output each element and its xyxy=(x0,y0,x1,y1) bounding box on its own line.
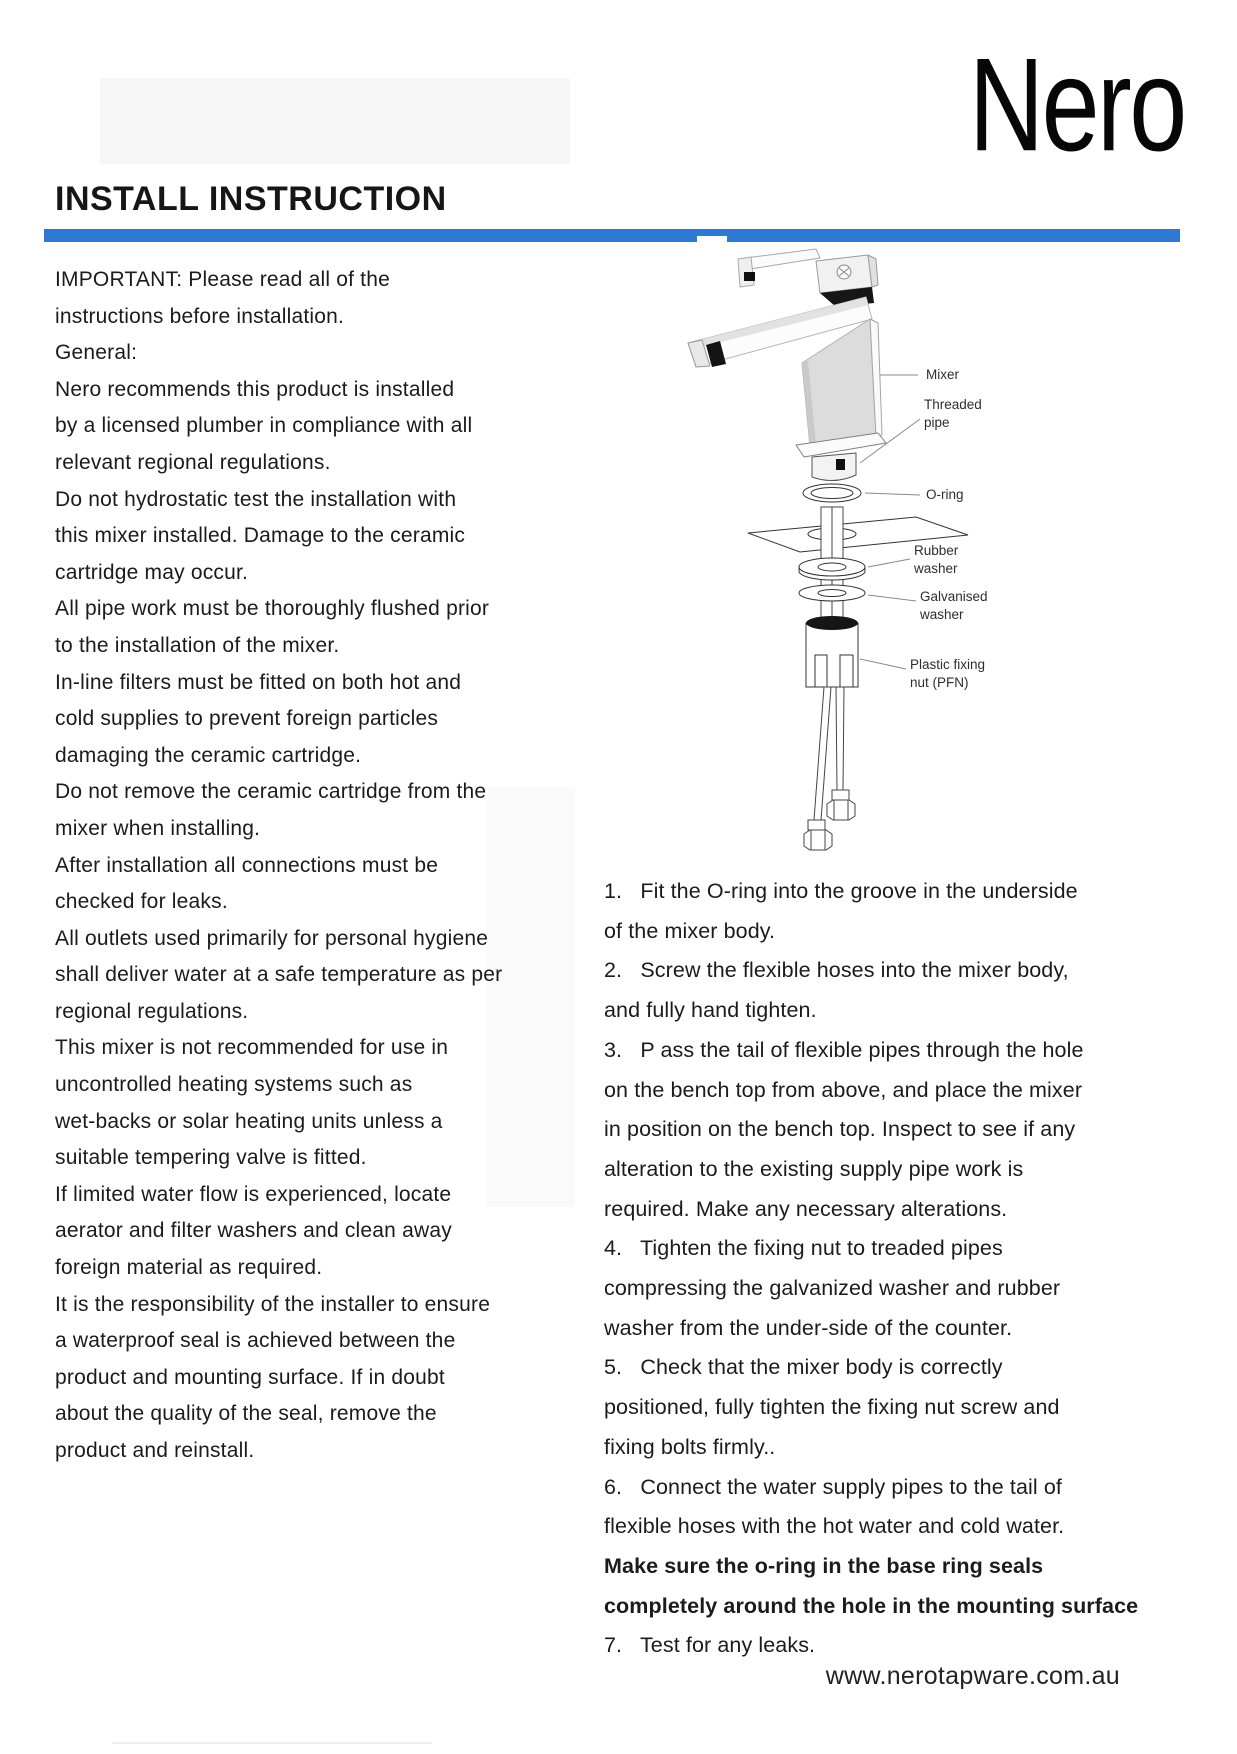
text-line: wet-backs or solar heating units unless a xyxy=(55,1109,443,1133)
label-rubber-washer: Rubber xyxy=(914,543,959,558)
step-line: and fully hand tighten. xyxy=(604,998,817,1023)
label-galvanised-washer-2: washer xyxy=(920,607,964,622)
text-line: shall deliver water at a safe temperature as per xyxy=(55,963,503,987)
mixer-handle xyxy=(738,249,820,287)
plastic-fixing-nut xyxy=(806,616,858,687)
label-plastic-fixing-nut: Plastic fixing xyxy=(910,657,986,672)
step-line: fixing bolts firmly.. xyxy=(604,1434,776,1459)
o-ring-illustration xyxy=(803,484,861,502)
text-line: cartridge may occur. xyxy=(55,560,249,584)
label-threaded-pipe: Threaded xyxy=(924,397,982,412)
text-line: After installation all connections must be xyxy=(55,853,439,877)
step-line: required. Make any necessary alterations. xyxy=(604,1196,1008,1221)
text-line: All outlets used primarily for personal hygiene xyxy=(55,926,489,950)
text-line: All pipe work must be thoroughly flushed prior xyxy=(55,597,490,621)
step-line: positioned, fully tighten the fixing nut screw and xyxy=(604,1395,1060,1420)
page-title: INSTALL INSTRUCTION xyxy=(55,180,447,218)
installation-steps-text xyxy=(604,872,1139,1666)
step-line: completely around the hole in the mounting surface xyxy=(604,1593,1139,1618)
threaded-pipe-stub xyxy=(812,453,856,481)
step-line: 7. Test for any leaks. xyxy=(604,1633,816,1658)
text-line: damaging the ceramic cartridge. xyxy=(55,743,362,767)
label-rubber-washer-2: washer xyxy=(914,561,958,576)
step-line: of the mixer body. xyxy=(604,918,776,943)
label-galvanised-washer: Galvanised xyxy=(920,589,988,604)
step-line: in position on the bench top. Inspect to see if any xyxy=(604,1117,1076,1142)
text-line: product and mounting surface. If in doubt xyxy=(55,1365,445,1389)
step-line: 4. Tighten the fixing nut to treaded pipes xyxy=(604,1236,1003,1261)
label-plastic-fixing-nut-2: nut (PFN) xyxy=(910,675,969,690)
text-line: instructions before installation. xyxy=(55,304,345,328)
step-line: 1. Fit the O-ring into the groove in the underside xyxy=(604,879,1078,903)
text-line: In-line filters must be fitted on both hot and xyxy=(55,670,462,694)
text-line: to the installation of the mixer. xyxy=(55,633,340,657)
step-line: alteration to the existing supply pipe work is xyxy=(604,1156,1024,1181)
step-line: flexible hoses with the hot water and cold water. xyxy=(604,1514,1065,1539)
mixer-cartridge xyxy=(816,255,878,307)
flexible-hoses xyxy=(804,687,855,850)
mixer-exploded-diagram xyxy=(620,245,1120,870)
step-line: 3. P ass the tail of flexible pipes through the hole xyxy=(604,1037,1084,1062)
text-line: aerator and filter washers and clean away xyxy=(55,1219,452,1243)
rubber-washer-illustration xyxy=(799,558,865,580)
text-line: Nero recommends this product is installed xyxy=(55,377,455,401)
text-line: mixer when installing. xyxy=(55,816,261,840)
text-line: checked for leaks. xyxy=(55,890,228,914)
text-line: suitable tempering valve is fitted. xyxy=(55,1146,367,1170)
step-line: 2. Screw the flexible hoses into the mixer body, xyxy=(604,958,1069,983)
website-url: www.nerotapware.com.au xyxy=(825,1662,1120,1690)
text-line: uncontrolled heating systems such as xyxy=(55,1073,413,1097)
general-instructions-text xyxy=(55,262,540,1470)
title-divider-bar xyxy=(44,229,1180,242)
step-line: compressing the galvanized washer and rubber xyxy=(604,1276,1061,1301)
text-line: Do not remove the ceramic cartridge from the xyxy=(55,780,487,804)
step-line: Make sure the o-ring in the base ring seals xyxy=(604,1553,1044,1578)
scan-artifact xyxy=(112,1742,432,1744)
label-threaded-pipe-2: pipe xyxy=(924,415,950,430)
scan-artifact xyxy=(100,78,570,164)
label-mixer: Mixer xyxy=(926,367,959,382)
text-line: If limited water flow is experienced, locate xyxy=(55,1182,452,1206)
text-line: IMPORTANT: Please read all of the xyxy=(55,268,390,291)
nero-logo: Nero xyxy=(969,29,1185,179)
text-line: foreign material as required. xyxy=(55,1256,323,1280)
mixer-illustration xyxy=(688,249,886,481)
mixer-column xyxy=(802,319,882,447)
step-line: 6. Connect the water supply pipes to the tail of xyxy=(604,1474,1062,1499)
text-line: by a licensed plumber in compliance with all xyxy=(55,414,473,438)
step-line: on the bench top from above, and place the mixer xyxy=(604,1077,1083,1102)
step-line: 5. Check that the mixer body is correctly xyxy=(604,1355,1003,1380)
text-line: a waterproof seal is achieved between the xyxy=(55,1329,456,1353)
galvanised-washer-illustration xyxy=(799,585,865,601)
divider-bar-notch xyxy=(697,236,727,243)
text-line: It is the responsibility of the installer to ensure xyxy=(55,1292,491,1316)
text-line: this mixer installed. Damage to the ceramic xyxy=(55,524,466,548)
label-o-ring: O-ring xyxy=(926,487,964,502)
text-line: product and reinstall. xyxy=(55,1439,255,1462)
text-line: cold supplies to prevent foreign particles xyxy=(55,707,439,731)
text-line: regional regulations. xyxy=(55,999,249,1023)
text-line: about the quality of the seal, remove the xyxy=(55,1402,437,1426)
text-line: Do not hydrostatic test the installation with xyxy=(55,487,457,511)
step-line: washer from the under-side of the counter. xyxy=(604,1315,1013,1340)
text-line: General: xyxy=(55,341,138,365)
text-line: This mixer is not recommended for use in xyxy=(55,1036,449,1060)
text-line: relevant regional regulations. xyxy=(55,450,331,474)
